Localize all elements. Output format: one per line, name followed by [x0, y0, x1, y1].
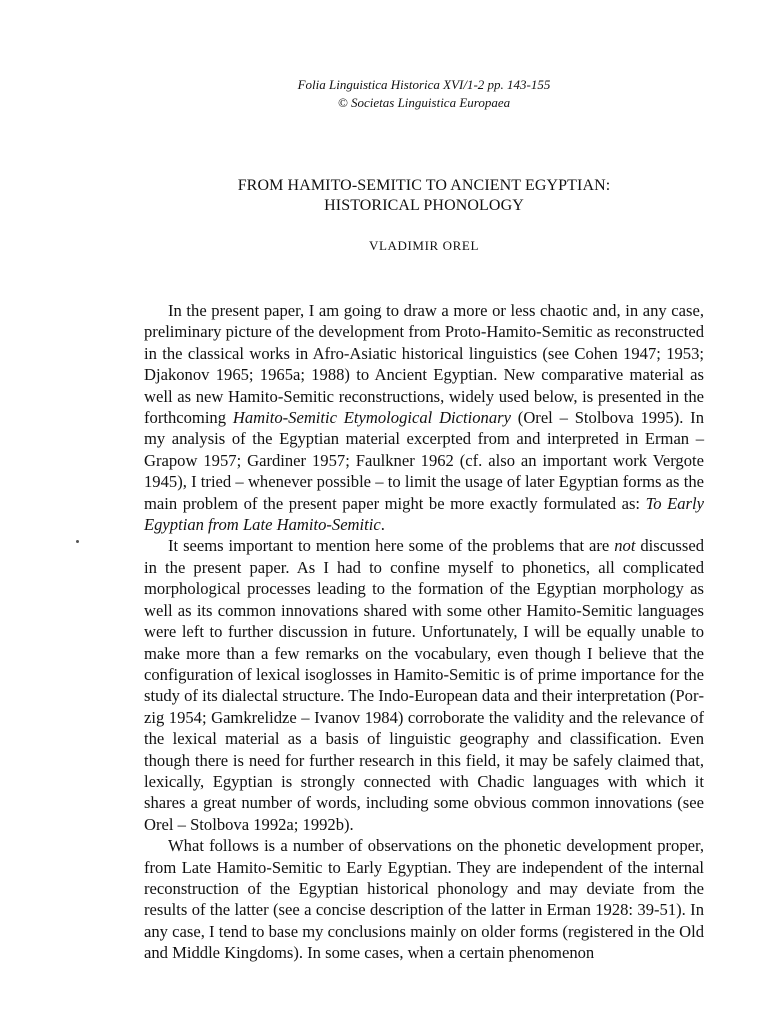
journal-copyright: © Societas Linguistica Europaea — [337, 95, 511, 110]
paragraph-1: In the present paper, I am going to draw a more or less chaotic and, in any case, preliminary picture of the development from Proto-Hamito-Semitic as reconstructed in the classical works in Afro-Asiatic historical linguistics (see Cohen 1947; 1953; Djakonov 1965; 1965a; 1988) to Ancient Egyptian. New comparative material as well as new Hamito-Semitic reconstructions, widely used below, is presented in the forthcoming Hamito-Semitic Etymological Dictionary (Orel – Stolbova 1995). In my analysis of the Egyptian material excerpted from and interpreted in Erman – Grapow 1957; Gardiner 1957; Faulkner 1962 (cf. also an important work Vergote 1945), I tried – whenever possible – to limit the usage of later Egyptian forms as the main problem of the present paper might be more exactly formulated as: To Early Egyptian from Late Hamito-Semitic. — [144, 301, 704, 535]
paper-title-line1: FROM HAMITO-SEMITIC TO ANCIENT EGYPTIAN: — [237, 177, 611, 194]
paragraph-3: What follows is a number of observations on the phonetic development proper, from Late Hamito-Semitic to Early Egyptian. They are independent of the internal reconstruction of the Egyptian historical phonology and may deviate from the results of the latter (see a concise description of the latter in Erman 1928: 39-51). In any case, I tend to base my conclusions mainly on older forms (registered in the Old and Middle Kingdoms). In some cases, when a certain phenomenon — [144, 836, 704, 963]
margin-mark — [76, 540, 79, 543]
paper-title — [0, 176, 768, 216]
dictionary-title: Hamito-Semitic Etymological Dictionary — [232, 408, 511, 428]
journal-header — [0, 76, 768, 112]
body-text — [144, 300, 704, 964]
paper-title-line2: HISTORICAL PHONOLOGY — [324, 197, 524, 214]
emphasis-not: not — [614, 536, 636, 556]
problem-formulation: To Early Egyptian from Late Hamito-Semitic — [144, 493, 704, 535]
paragraph-2: It seems important to mention here some of the problems that are not discussed in the present paper. As I had to confine myself to phonetics, all complicated morphological processes leading to the formation of the Egyptian morphology as well as its common innovations shared with some other Hamito-Semitic languages were left to further discussion in future. Unfortunately, I will be equally unable to make more than a few remarks on the vocabulary, even though I believe that the configuration of lexical isoglosses in Hamito-Semitic is of prime importance for the study of its dialectal structure. The Indo-European data and their interpretation (Porzig 1954; Gamkrelidze – Ivanov 1984) corroborate the validity and the relevance of the lexical material as a basis of linguistic geography and classification. Even though there is need for further research in this field, it may be safely claimed that, lexically, Egyptian is strongly connected with Chadic languages with which it shares a great number of words, including some obvious common innovations (see Orel – Stolbova 1992a; 1992b). — [144, 536, 705, 834]
journal-citation: Folia Linguistica Historica XVI/1-2 pp. 143-155 — [297, 77, 551, 92]
author-name: VLADIMIR OREL — [369, 238, 479, 253]
